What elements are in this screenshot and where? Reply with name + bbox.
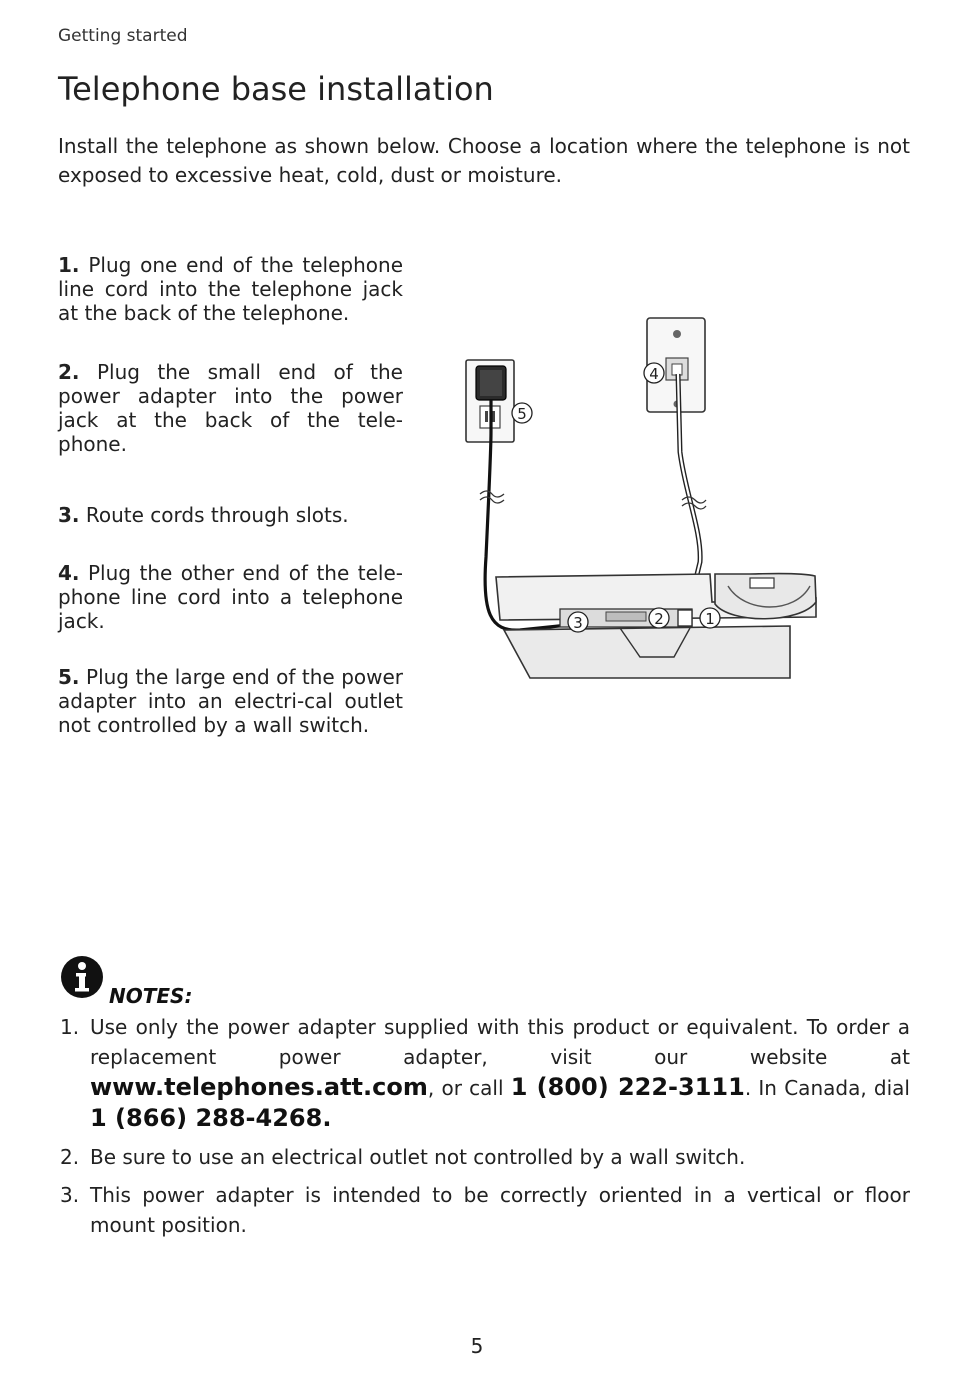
note-text: This power adapter is intended to be correctly oriented in a vertical or floor mount position. <box>90 1183 910 1237</box>
callout-2 <box>649 608 669 628</box>
note-item <box>58 1012 910 1134</box>
note-number: 1. <box>60 1015 80 1039</box>
info-icon <box>60 955 104 999</box>
note-text: Use only the power adapter supplied with this product or equivalent. To order a replacement power adapter, visit our website at <box>90 1015 910 1069</box>
callout-4 <box>644 363 664 383</box>
intro-paragraph: Install the telephone as shown below. Choose a location where the telephone is not exposed to excessive heat, cold, dust or moisture. <box>58 134 910 187</box>
step-text: Plug the other end of the tele-phone line cord into a telephone jack. <box>58 561 403 633</box>
step-3 <box>58 503 403 527</box>
installation-diagram <box>460 312 830 682</box>
step-number: 2. <box>58 360 80 384</box>
notes-list <box>58 1012 910 1248</box>
step-text: Plug the large end of the power adapter into an electri-cal outlet not controlled by a wall switch. <box>58 665 404 737</box>
svg-text:4: 4 <box>649 365 659 383</box>
phone-number-canada: 1 (866) 288-4268 <box>90 1104 323 1132</box>
step-number: 1. <box>58 253 80 277</box>
step-text: Plug the small end of the power adapter into the power jack at the back of the tele-phone. <box>58 360 403 456</box>
note-item <box>58 1142 910 1172</box>
notes-header <box>60 955 360 1008</box>
callout-3 <box>568 612 588 632</box>
website-link[interactable]: www.telephones.att.com <box>90 1073 428 1101</box>
svg-text:3: 3 <box>573 614 583 632</box>
page-number: 5 <box>470 1334 484 1358</box>
svg-text:5: 5 <box>517 405 527 423</box>
note-item <box>58 1180 910 1240</box>
svg-text:1: 1 <box>705 610 715 628</box>
svg-text:2: 2 <box>654 610 664 628</box>
callout-1 <box>700 608 720 628</box>
step-4 <box>58 561 403 633</box>
callout-5 <box>512 403 532 423</box>
step-2 <box>58 360 403 456</box>
note-number: 2. <box>60 1145 80 1169</box>
note-text: . In Canada, dial <box>744 1076 910 1100</box>
step-number: 5. <box>58 665 80 689</box>
note-text: . <box>322 1104 332 1132</box>
section-label: Getting started <box>58 26 188 46</box>
step-text: Plug one end of the telephone line cord into the telephone jack at the back of the telephone. <box>58 253 403 325</box>
power-adapter <box>476 366 506 400</box>
step-number: 4. <box>58 561 80 585</box>
step-text: Route cords through slots. <box>85 503 349 527</box>
cord-break-mark <box>480 491 504 503</box>
step-5 <box>58 665 403 737</box>
notes-title: NOTES: <box>109 984 193 1008</box>
step-number: 3. <box>58 503 80 527</box>
page-title: Telephone base installation <box>58 70 494 108</box>
note-number: 3. <box>60 1183 80 1207</box>
phone-number-us: 1 (800) 222-3111 <box>510 1073 745 1101</box>
step-1 <box>58 253 403 325</box>
note-text: Be sure to use an electrical outlet not controlled by a wall switch. <box>90 1145 746 1169</box>
note-text: , or call <box>427 1076 511 1100</box>
